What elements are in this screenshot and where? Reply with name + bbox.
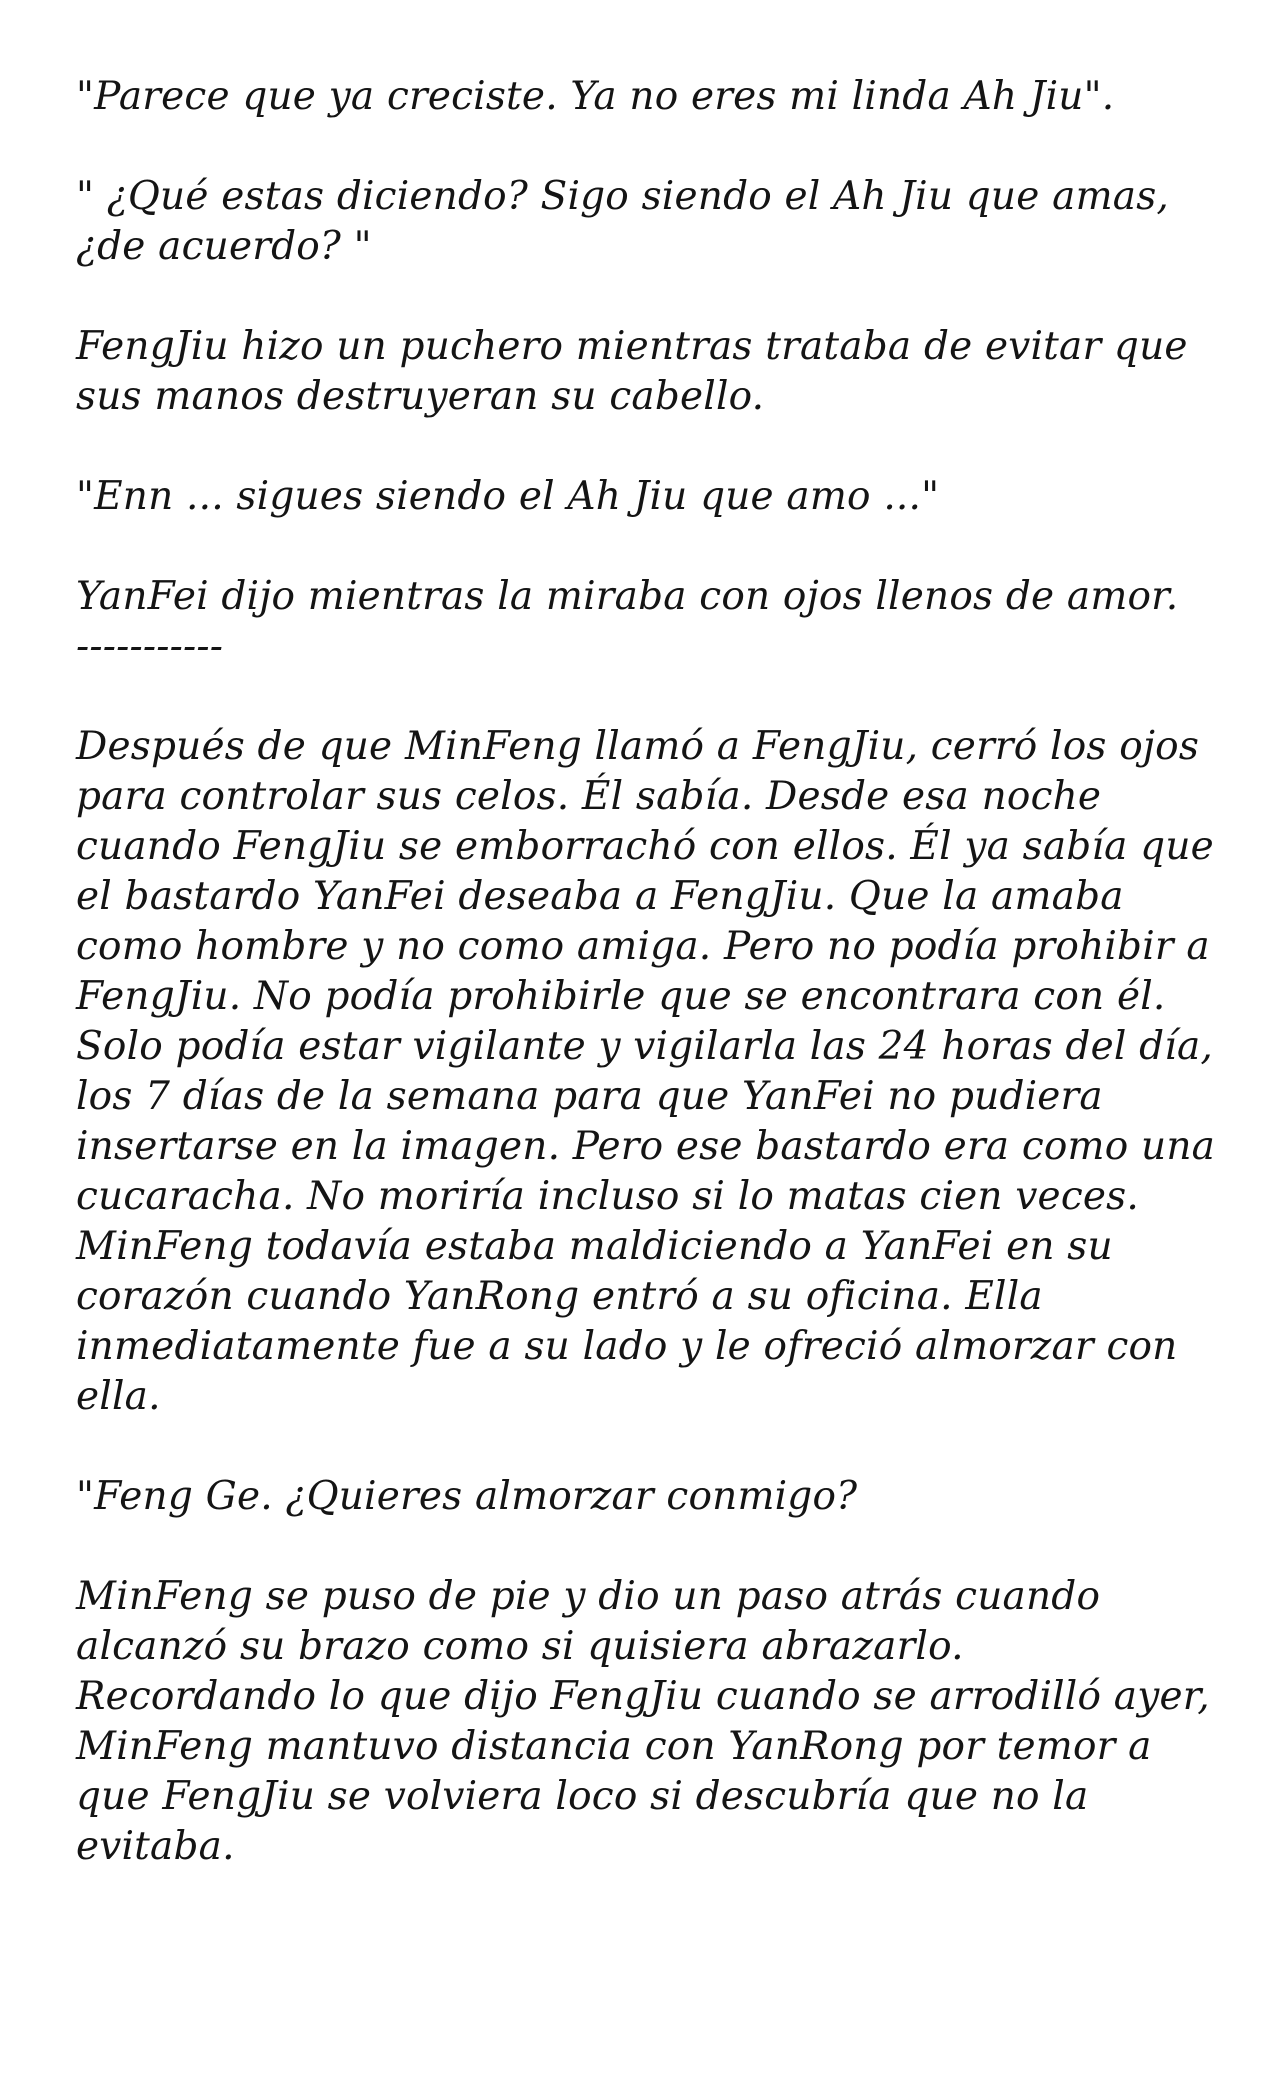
- paragraph-narration-3: Después de que MinFeng llamó a FengJiu, cerró los ojos para controlar sus celos. Él sabía. Desde esa noche cuando FengJiu se emborrachó con ellos. Él ya sabía que el bastardo YanFei deseaba a FengJiu. Que la amaba como hombre y no como amiga. Pero no podía prohibir a FengJiu. No podía prohibirle que se encontrara con él. Solo podía estar vigilante y vigilarla las 24 horas del día, los 7 días de la semana para que YanFei no pudiera insertarse en la imagen. Pero ese bastardo era como una cucaracha. No moriría incluso si lo matas cien veces. MinFeng todavía estaba maldiciendo a YanFei en su corazón cuando YanRong entró a su oficina. Ella inmediatamente fue a su lado y le ofreció almorzar con ella.: [76, 724, 1216, 1419]
- paragraph-dialogue-1: "Parece que ya creciste. Ya no eres mi linda Ah Jiu".: [76, 74, 1115, 119]
- paragraph-dialogue-4: "Feng Ge. ¿Quieres almorzar conmigo?: [76, 1474, 858, 1519]
- document-body: [76, 72, 1216, 1922]
- paragraph-narration-2: YanFei dijo mientras la miraba con ojos llenos de amor.: [76, 574, 1179, 619]
- paragraph-narration-4: MinFeng se puso de pie y dio un paso atrás cuando alcanzó su brazo como si quisiera abrazarlo. Recordando lo que dijo FengJiu cuando se arrodilló ayer, MinFeng mantuvo distancia con YanRong por temor a que FengJiu se volviera loco si descubría que no la evitaba.: [76, 1574, 1210, 1869]
- paragraph-dialogue-2: " ¿Qué estas diciendo? Sigo siendo el Ah Jiu que amas, ¿de acuerdo? ": [76, 174, 1170, 269]
- scene-separator: -----------: [76, 624, 224, 669]
- paragraph-narration-1: FengJiu hizo un puchero mientras trataba de evitar que sus manos destruyeran su cabello.: [76, 324, 1188, 419]
- paragraph-dialogue-3: "Enn ... sigues siendo el Ah Jiu que amo ...": [76, 474, 940, 519]
